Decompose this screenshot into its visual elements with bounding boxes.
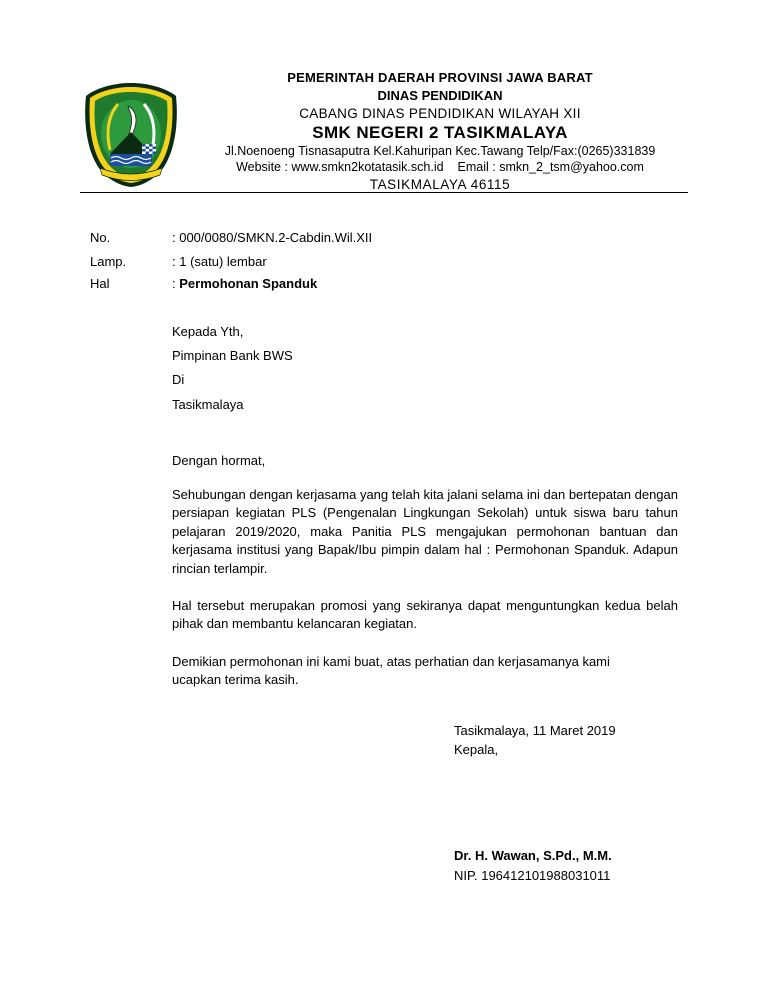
hal-subject: Permohonan Spanduk [179, 276, 318, 291]
kop-email: Email : smkn_2_tsm@yahoo.com [457, 160, 644, 174]
kop-website: Website : www.smkn2kotatasik.sch.id [236, 160, 444, 174]
no-label: No. [90, 230, 111, 245]
greeting: Dengan hormat, [172, 453, 266, 468]
emblem-checker [142, 144, 156, 154]
recipient-di: Di [172, 372, 185, 387]
recipient-salutation: Kepada Yth, [172, 324, 244, 339]
hal-label: Hal [90, 276, 110, 291]
kop-school-name: SMK NEGERI 2 TASIKMALAYA [312, 123, 568, 142]
signature-title: Kepala, [454, 742, 499, 757]
kop-address: Jl.Noenoeng Tisnasaputra Kel.Kahuripan Kec.Tawang Telp/Fax:(0265)331839 [224, 144, 656, 158]
no-value: : 000/0080/SMKN.2-Cabdin.Wil.XII [172, 230, 373, 245]
lamp-label: Lamp. [90, 254, 127, 269]
kop-department: DINAS PENDIDIKAN [377, 88, 503, 103]
letterhead-divider [80, 192, 688, 193]
signatory-name: Dr. H. Wawan, S.Pd., M.M. [454, 848, 612, 863]
hal-value-line [172, 276, 317, 291]
kop-branch: CABANG DINAS PENDIDIKAN WILAYAH XII [299, 106, 581, 121]
kop-government: PEMERINTAH DAERAH PROVINSI JAWA BARAT [287, 70, 593, 85]
signatory-nip: NIP. 196412101988031011 [454, 868, 611, 883]
recipient-name: Pimpinan Bank BWS [172, 348, 293, 363]
signature-place-date: Tasikmalaya, 11 Maret 2019 [454, 723, 616, 738]
body-paragraph-3: Demikian permohonan ini kami buat, atas perhatian dan kerjasamanya kami ucapkan terima kasih. [172, 654, 610, 688]
kop-contact [190, 160, 690, 174]
body-paragraph-1: Sehubungan dengan kerjasama yang telah kita jalani selama ini dan bertepatan dengan persiapan kegiatan PLS (Pengenalan Lingkungan Sekolah) untuk siswa baru tahun pelajaran 2019/2020, maka Panitia PLS mengajukan permohonan bantuan dan kerjasama institusi yang Bapak/Ibu pimpin dalam hal : Permohonan Spanduk. Adapun rincian terlampir. [172, 487, 678, 576]
recipient-city: Tasikmalaya [172, 397, 244, 412]
lamp-value: : 1 (satu) lembar [172, 254, 267, 269]
body-paragraph-2: Hal tersebut merupakan promosi yang sekiranya dapat menguntungkan kedua belah pihak dan membantu kelancaran kegiatan. [172, 598, 678, 632]
hal-colon: : [172, 276, 180, 291]
jawa-barat-emblem-logo [80, 80, 182, 188]
kop-city-postal: TASIKMALAYA 46115 [369, 177, 511, 192]
